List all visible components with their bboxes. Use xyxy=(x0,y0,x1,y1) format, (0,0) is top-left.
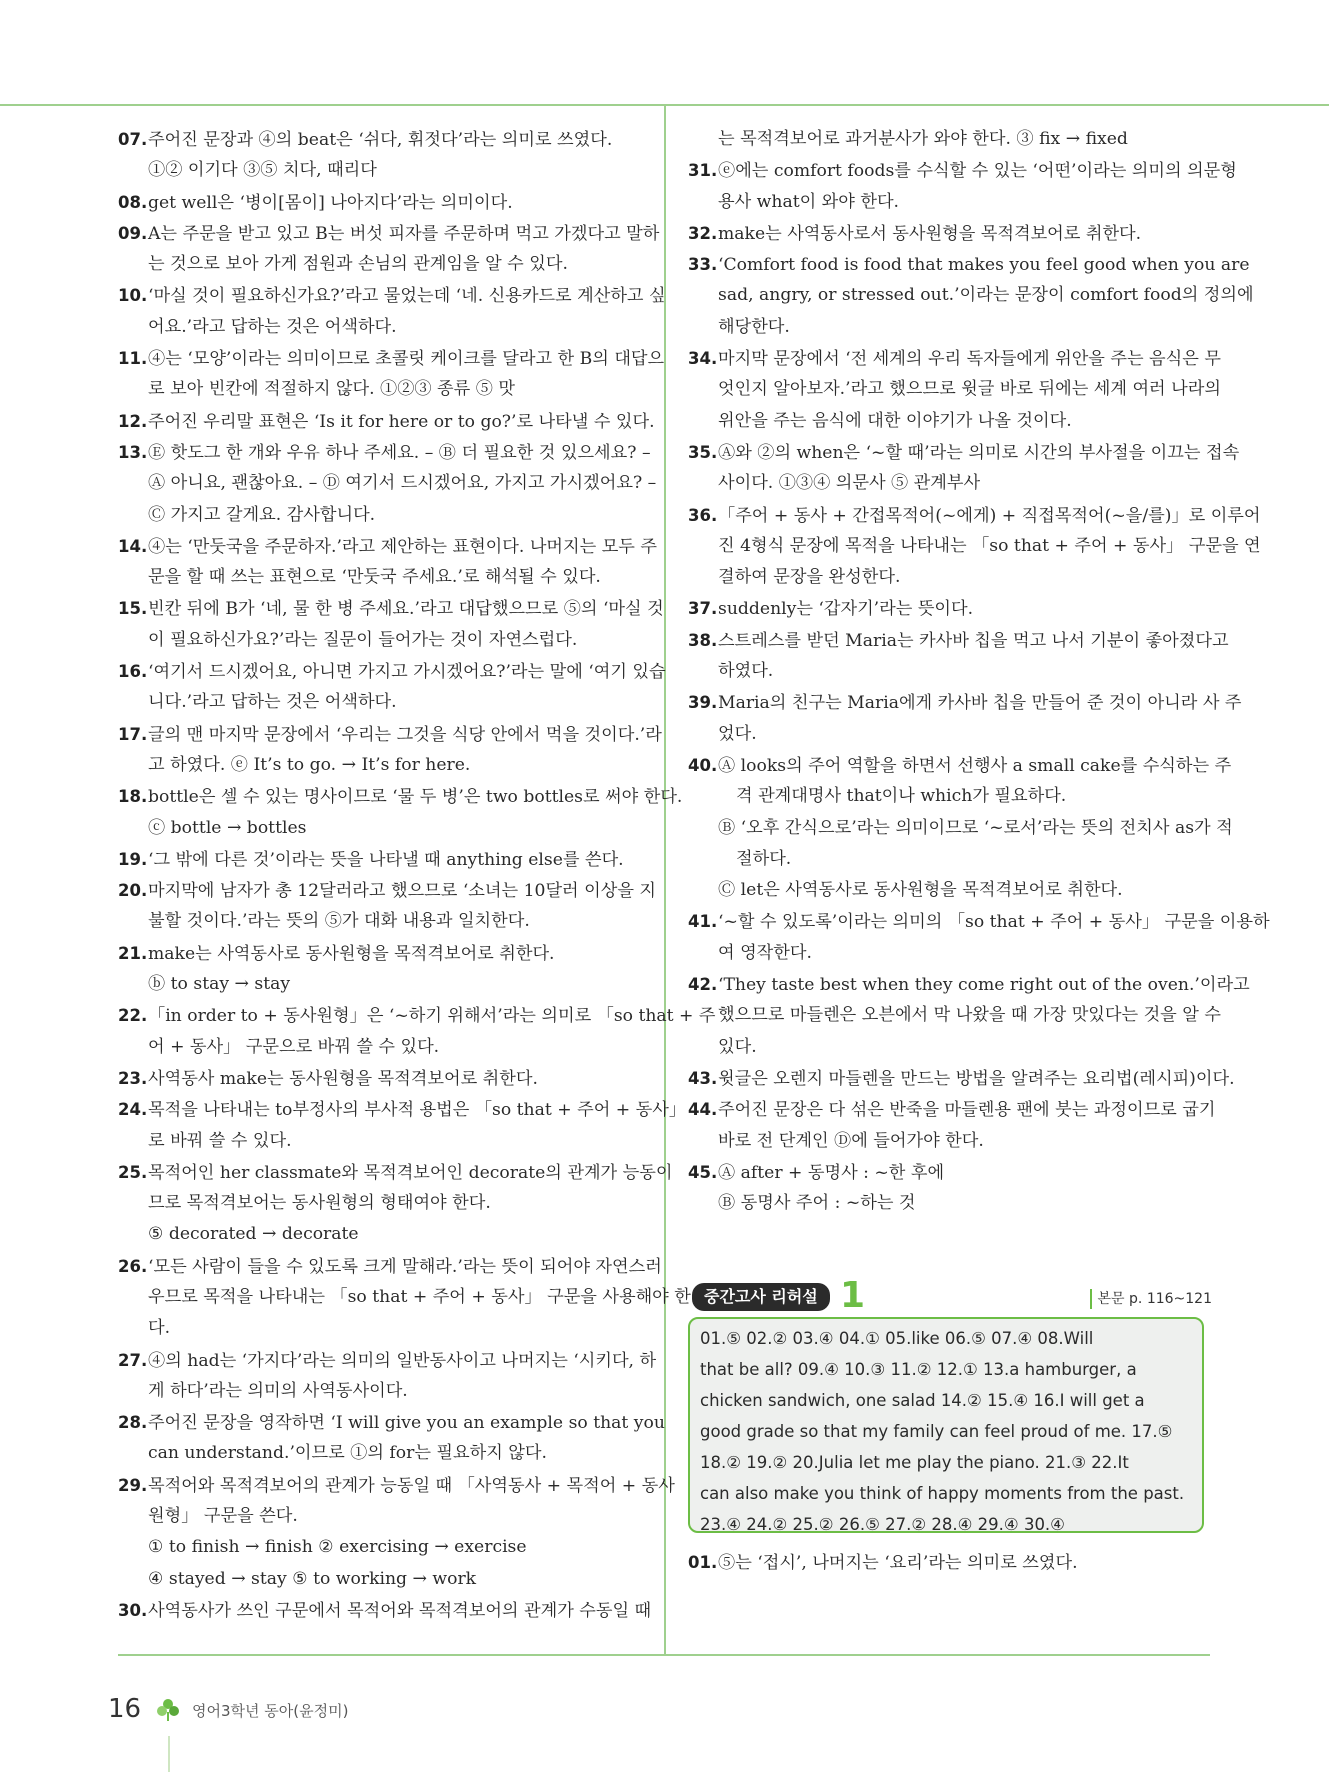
answer-item xyxy=(118,1345,657,1376)
answer-text: ⑤는 ‘접시’, 나머지는 ‘요리’라는 의미로 쓰였다. xyxy=(718,1553,1078,1574)
answer-number: 30. xyxy=(118,1600,148,1620)
answer-text: 했으므로 마들렌은 오븐에서 막 나왔을 때 가장 맛있다는 것을 알 수 xyxy=(718,1005,1221,1026)
answer-text: Ⓐ와 ②의 when은 ‘~할 때’라는 의미로 시간의 부사절을 이끄는 접속 xyxy=(718,442,1240,463)
answer-text: 는 목적격보어로 과거분사가 와야 한다. ③ fix → fixed xyxy=(718,129,1128,149)
answer-text: Ⓐ after + 동명사 : ~한 후에 xyxy=(718,1162,945,1183)
answer-continuation xyxy=(118,1126,642,1157)
answer-key-line: can also make you think of happy moments from the past. xyxy=(700,1484,1185,1504)
answer-text: ⓔ에는 comfort foods를 수식할 수 있는 ‘어떤’이라는 의미의 의문형 xyxy=(718,161,1237,182)
answer-text: 니다.’라고 답하는 것은 어색하다. xyxy=(148,692,397,713)
answer-text: 위안을 주는 음식에 대한 이야기가 나올 것이다. xyxy=(718,410,1072,431)
answer-text: 진 4형식 문장에 목적을 나타내는 「so that + 주어 + 동사」 구문을 연 xyxy=(718,535,1261,556)
answer-item xyxy=(118,343,665,374)
answer-item xyxy=(118,406,655,437)
answer-text: ‘They taste best when they come right out of the oven.’이라고 xyxy=(718,975,1250,996)
answer-continuation xyxy=(688,1188,1210,1219)
answer-text: 게 하다’라는 의미의 사역동사이다. xyxy=(148,1380,408,1401)
answer-continuation xyxy=(118,312,642,343)
answer-number: 13. xyxy=(118,442,148,462)
answer-item xyxy=(118,531,657,562)
answer-item xyxy=(118,187,642,218)
answer-item xyxy=(688,906,1270,937)
answer-continuation xyxy=(118,249,642,280)
answer-continuation xyxy=(688,124,1210,155)
answer-text: 마지막에 남자가 총 12달러라고 했으므로 ‘소녀는 10달러 이상을 지 xyxy=(148,881,656,902)
answer-item xyxy=(118,437,651,468)
clover-icon xyxy=(156,1698,180,1722)
answer-key-line: that be all? 09.④ 10.③ 11.② 12.① 13.a hamburger, a xyxy=(700,1360,1137,1380)
answer-item xyxy=(688,155,1237,186)
answer-text: 스트레스를 받던 Maria는 카사바 칩을 먹고 나서 기분이 좋아졌다고 xyxy=(718,630,1229,651)
answer-continuation xyxy=(688,562,1210,593)
bottom-rule xyxy=(118,1654,1210,1656)
answer-item xyxy=(688,593,1210,624)
answer-item xyxy=(688,249,1250,280)
answer-item xyxy=(688,625,1229,656)
answer-text: 윗글은 오렌지 마들렌을 만드는 방법을 알려주는 요리법(레시피)이다. xyxy=(718,1068,1235,1089)
rehearsal-number: 1 xyxy=(840,1275,866,1317)
answer-item xyxy=(118,1000,716,1031)
answer-text: 원형」 구문을 쓴다. xyxy=(148,1506,298,1527)
answer-number: 20. xyxy=(118,881,148,901)
answer-continuation xyxy=(688,844,1210,875)
answer-text: 주어진 문장은 다 섞은 반죽을 마들렌용 팬에 붓는 과정이므로 굽기 xyxy=(718,1100,1216,1121)
answer-key-line: chicken sandwich, one salad 14.② 15.④ 16.I will get a xyxy=(700,1391,1145,1411)
answer-continuation xyxy=(118,1282,691,1313)
answer-text: suddenly는 ‘갑자기’라는 뜻이다. xyxy=(718,599,974,620)
answer-item xyxy=(688,687,1242,718)
rehearsal-title: 중간고사 리허설 xyxy=(692,1283,830,1311)
answer-number: 27. xyxy=(118,1350,148,1370)
answer-text: 목적어와 목적격보어의 관계가 능동일 때 「사역동사 + 목적어 + 동사 xyxy=(148,1475,675,1496)
answer-text: Ⓑ 동명사 주어 : ~하는 것 xyxy=(718,1193,916,1214)
answer-text: 바로 전 단계인 Ⓓ에 들어가야 한다. xyxy=(718,1130,984,1151)
answer-text: Ⓒ 가지고 갈게요. 감사합니다. xyxy=(148,504,376,525)
page-reference: 본문 p. 116~121 xyxy=(1090,1289,1212,1309)
answer-text: 마지막 문장에서 ‘전 세계의 우리 독자들에게 위안을 주는 음식은 무 xyxy=(718,349,1221,370)
answer-key-line: 23.④ 24.② 25.② 26.⑤ 27.② 28.④ 29.④ 30.④ xyxy=(700,1515,1065,1535)
answer-text: ‘Comfort food is food that makes you feel good when you are xyxy=(718,255,1250,276)
answer-text: 어 + 동사」 구문으로 바꿔 쓸 수 있다. xyxy=(148,1036,440,1057)
answer-continuation xyxy=(118,1313,642,1344)
answer-item xyxy=(118,1251,662,1282)
answer-item xyxy=(118,1063,642,1094)
answer-number: 12. xyxy=(118,411,148,431)
answer-number: 17. xyxy=(118,724,148,744)
answer-text: 주어진 문장과 ④의 beat은 ‘쉬다, 휘젓다’라는 의미로 쓰였다. xyxy=(148,130,613,150)
answer-item xyxy=(118,656,666,687)
answer-continuation xyxy=(118,625,642,656)
answer-item xyxy=(118,875,656,906)
answer-text: 빈칸 뒤에 B가 ‘네, 물 한 병 주세요.’라고 대답했으므로 ⑤의 ‘마실 것 xyxy=(148,599,664,620)
answer-number: 45. xyxy=(688,1162,718,1182)
answer-number: 18. xyxy=(118,787,148,807)
answer-item xyxy=(688,437,1240,468)
answer-text: 있다. xyxy=(718,1036,757,1057)
answer-text: 해당한다. xyxy=(718,316,790,337)
answer-text: 고 하였다. ⓔ It’s to go. → It’s for here. xyxy=(148,754,471,775)
answer-item xyxy=(118,844,642,875)
answer-number: 11. xyxy=(118,349,148,369)
answer-continuation xyxy=(688,280,1254,311)
answer-text: ④의 had는 ‘가지다’라는 의미의 일반동사이고 나머지는 ‘시키다, 하 xyxy=(148,1350,657,1371)
answer-key-line: 01.⑤ 02.② 03.④ 04.① 05.like 06.⑤ 07.④ 08.Will xyxy=(700,1329,1094,1349)
answer-text: get well은 ‘병이[몸이] 나아지다’라는 의미이다. xyxy=(148,192,513,213)
answer-continuation xyxy=(688,719,1210,750)
answer-key-box xyxy=(688,1317,1204,1533)
right-answer-lines xyxy=(688,124,1270,1219)
answer-number: 35. xyxy=(688,442,718,462)
answer-continuation xyxy=(118,562,642,593)
answer-text: ④는 ‘모양’이라는 의미이므로 초콜릿 케이크를 달라고 한 B의 대답으 xyxy=(148,349,665,370)
answer-text: ⓑ to stay → stay xyxy=(148,974,291,995)
answer-number: 44. xyxy=(688,1100,718,1120)
answer-text: Ⓒ let은 사역동사로 동사원형을 목적격보어로 취한다. xyxy=(718,880,1123,901)
answer-text: 문을 할 때 쓰는 표현으로 ‘만둣국 주세요.’로 해석될 수 있다. xyxy=(148,567,601,588)
answer-number: 33. xyxy=(688,255,718,275)
answer-text: Ⓑ ‘오후 간식으로’라는 의미이므로 ‘~로서’라는 뜻의 전치사 as가 적 xyxy=(718,817,1233,838)
answer-item xyxy=(118,938,642,969)
answer-number: 36. xyxy=(688,505,718,525)
answer-key-line: 18.② 19.② 20.Julia let me play the piano. 21.③ 22.It xyxy=(700,1453,1129,1473)
spacer xyxy=(688,1219,1210,1281)
answer-text: ⓒ bottle → bottles xyxy=(148,817,307,838)
answer-item xyxy=(118,280,666,311)
answer-number: 41. xyxy=(688,912,718,932)
answer-number: 31. xyxy=(688,161,718,181)
rehearsal-header xyxy=(692,1275,1212,1317)
answer-number: 40. xyxy=(688,755,718,775)
answer-text: ①② 이기다 ③⑤ 치다, 때리다 xyxy=(148,160,377,181)
answer-number: 32. xyxy=(688,223,718,243)
answer-text: 므로 목적격보어는 동사원형의 형태여야 한다. xyxy=(148,1193,491,1214)
answer-continuation xyxy=(688,1032,1210,1063)
answer-text: 었다. xyxy=(718,723,757,744)
answer-continuation xyxy=(118,374,642,405)
answer-text: 목적을 나타내는 to부정사의 부사적 용법은 「so that + 주어 + 동사」 xyxy=(148,1100,687,1121)
answer-number: 21. xyxy=(118,943,148,963)
answer-text: 사역동사 make는 동사원형을 목적격보어로 취한다. xyxy=(148,1068,538,1089)
answer-number: 43. xyxy=(688,1068,718,1088)
answer-continuation xyxy=(688,1126,1210,1157)
answer-item xyxy=(118,1470,675,1501)
answer-text: ‘~할 수 있도록’이라는 의미의 「so that + 주어 + 동사」 구문을 이용하 xyxy=(718,912,1270,933)
answer-continuation xyxy=(118,1219,642,1250)
answer-item xyxy=(688,1063,1235,1094)
answer-continuation xyxy=(118,687,642,718)
answer-text: 절하다. xyxy=(736,848,792,869)
answer-text: 주어진 문장을 영작하면 ‘I will give you an example so that you xyxy=(148,1413,665,1434)
answer-number: 01. xyxy=(688,1553,718,1573)
answer-number: 28. xyxy=(118,1413,148,1433)
answer-number: 07. xyxy=(118,130,148,149)
answer-continuation xyxy=(688,374,1221,405)
answer-continuation xyxy=(118,1532,642,1563)
answer-number: 26. xyxy=(118,1256,148,1276)
answer-number: 09. xyxy=(118,223,148,243)
answer-text: Ⓐ looks의 주어 역할을 하면서 선행사 a small cake를 수식하는 주 xyxy=(718,755,1232,776)
answer-item xyxy=(118,1407,665,1438)
answer-number: 08. xyxy=(118,192,148,212)
answer-continuation xyxy=(688,781,1210,812)
answer-continuation xyxy=(688,1000,1221,1031)
answer-number: 29. xyxy=(118,1475,148,1495)
answer-continuation xyxy=(118,468,657,499)
answer-item xyxy=(118,593,664,624)
answer-number: 14. xyxy=(118,536,148,556)
answer-item xyxy=(688,1157,1210,1188)
answer-text: 여 영작한다. xyxy=(718,942,812,963)
page-number: 16 xyxy=(108,1694,142,1724)
answer-item xyxy=(118,1094,687,1125)
answer-text: A는 주문을 받고 있고 B는 버섯 피자를 주문하며 먹고 가겠다고 말하 xyxy=(148,223,660,244)
answer-number: 16. xyxy=(118,662,148,682)
answer-continuation xyxy=(118,813,642,844)
answer-continuation xyxy=(688,875,1210,906)
answer-text: ④ stayed → stay ⑤ to working → work xyxy=(148,1568,477,1589)
answer-text: Ⓐ 아니요, 괜찮아요. – Ⓓ 여기서 드시겠어요, 가지고 가시겠어요? – xyxy=(148,473,657,494)
answer-number: 22. xyxy=(118,1006,148,1026)
answer-number: 23. xyxy=(118,1068,148,1088)
answer-text: 용사 what이 와야 한다. xyxy=(718,191,900,212)
answer-number: 37. xyxy=(688,599,718,619)
answer-key-line: good grade so that my family can feel proud of me. 17.⑤ xyxy=(700,1422,1173,1442)
answer-text: 하였다. xyxy=(718,661,774,682)
answer-continuation xyxy=(688,531,1261,562)
answer-text: 글의 맨 마지막 문장에서 ‘우리는 그것을 식당 안에서 먹을 것이다.’라 xyxy=(148,724,662,745)
answer-number: 15. xyxy=(118,599,148,619)
answer-item xyxy=(118,218,660,249)
answer-text: 다. xyxy=(148,1318,171,1339)
answer-item xyxy=(688,500,1261,531)
answer-item xyxy=(118,719,662,750)
answer-continuation xyxy=(688,656,1210,687)
answer-item xyxy=(688,1547,1210,1578)
answer-text: 격 관계대명사 that이나 which가 필요하다. xyxy=(736,786,1067,807)
answer-number: 39. xyxy=(688,693,718,713)
answer-continuation xyxy=(118,1032,642,1063)
answer-number: 38. xyxy=(688,630,718,650)
answer-text: ‘마실 것이 필요하신가요?’라고 물었는데 ‘네. 신용카드로 계산하고 싶 xyxy=(148,286,666,307)
answer-number: 10. xyxy=(118,286,148,306)
answer-text: bottle은 셀 수 있는 명사이므로 ‘물 두 병’은 two bottles로 써야 한다. xyxy=(148,787,683,808)
answer-continuation xyxy=(688,938,1210,969)
answer-text: 불할 것이다.’라는 뜻의 ⑤가 대화 내용과 일치한다. xyxy=(148,911,530,932)
answer-item xyxy=(688,343,1221,374)
answer-text: 결하여 문장을 완성한다. xyxy=(718,567,901,588)
answer-continuation xyxy=(118,1438,642,1469)
book-title: 영어3학년 동아(윤정미) xyxy=(192,1702,349,1720)
answer-text: 사이다. ①③④ 의문사 ⑤ 관계부사 xyxy=(718,473,981,494)
answer-text: 「주어 + 동사 + 간접목적어(~에게) + 직접목적어(~을/를)」로 이루어 xyxy=(718,505,1261,526)
answer-text: ④는 ‘만둣국을 주문하자.’라고 제안하는 표현이다. 나머지는 모두 주 xyxy=(148,536,657,557)
answer-number: 24. xyxy=(118,1100,148,1120)
answer-text: 엇인지 알아보자.’라고 했으므로 윗글 바로 뒤에는 세계 여러 나라의 xyxy=(718,379,1221,400)
answer-text: 는 것으로 보아 가게 점원과 손님의 관계임을 알 수 있다. xyxy=(148,254,568,275)
answer-text: ⑤ decorated → decorate xyxy=(148,1224,359,1245)
answer-continuation xyxy=(118,906,642,937)
answer-text: 목적어인 her classmate와 목적격보어인 decorate의 관계가 능동이 xyxy=(148,1162,673,1183)
answer-continuation xyxy=(118,1376,642,1407)
answer-text: 로 바꿔 쓸 수 있다. xyxy=(148,1130,292,1151)
answer-item xyxy=(118,781,683,812)
decorative-stem xyxy=(168,1736,170,1772)
answer-text: 이 필요하신가요?’라는 질문이 들어가는 것이 자연스럽다. xyxy=(148,629,578,650)
answer-continuation xyxy=(688,312,1210,343)
answer-text: ‘모든 사람이 들을 수 있도록 크게 말해라.’라는 뜻이 되어야 자연스러 xyxy=(148,1256,662,1277)
midterm-rehearsal-section xyxy=(688,1275,1212,1541)
answer-continuation xyxy=(118,155,642,186)
answer-text: 우므로 목적을 나타내는 「so that + 주어 + 동사」 구문을 사용해야 한 xyxy=(148,1286,691,1307)
answer-item xyxy=(688,1094,1216,1125)
answer-text: sad, angry, or stressed out.’이라는 문장이 comfort food의 정의에 xyxy=(718,285,1254,306)
answer-text: ‘그 밖에 다른 것’이라는 뜻을 나타낼 때 anything else를 쓴다. xyxy=(148,849,624,870)
answer-continuation xyxy=(688,813,1233,844)
answer-continuation xyxy=(118,1501,642,1532)
answer-number: 42. xyxy=(688,975,718,995)
answer-text: 로 보아 빈칸에 적절하지 않다. ①②③ 종류 ⑤ 맛 xyxy=(148,379,515,400)
answer-text: Maria의 친구는 Maria에게 카사바 칩을 만들어 준 것이 아니라 사 주 xyxy=(718,693,1242,714)
answer-number: 25. xyxy=(118,1162,148,1182)
answer-text: can understand.’이므로 ①의 for는 필요하지 않다. xyxy=(148,1443,547,1464)
answer-text: 어요.’라고 답하는 것은 어색하다. xyxy=(148,316,397,337)
right-answer-column xyxy=(688,124,1270,1579)
answer-text: ‘여기서 드시겠어요, 아니면 가지고 가시겠어요?’라는 말에 ‘여기 있습 xyxy=(148,662,666,683)
answer-continuation xyxy=(688,187,1210,218)
answer-text: Ⓔ 핫도그 한 개와 우유 하나 주세요. – Ⓑ 더 필요한 것 있으세요? – xyxy=(148,442,651,463)
answer-text: make는 사역동사로 동사원형을 목적격보어로 취한다. xyxy=(148,943,555,964)
answer-continuation xyxy=(688,406,1210,437)
answer-continuation xyxy=(118,750,642,781)
answer-text: 사역동사가 쓰인 구문에서 목적어와 목적격보어의 관계가 수동일 때 xyxy=(148,1600,652,1621)
answer-item xyxy=(118,1157,673,1188)
answer-text: 「in order to + 동사원형」은 ‘~하기 위해서’라는 의미로 「so that + 주 xyxy=(148,1006,716,1027)
answer-item xyxy=(688,750,1232,781)
answer-continuation xyxy=(118,1564,642,1595)
answer-text: make는 사역동사로서 동사원형을 목적격보어로 취한다. xyxy=(718,223,1142,244)
answer-text: 주어진 우리말 표현은 ‘Is it for here or to go?’로 나타낼 수 있다. xyxy=(148,411,655,432)
answer-text: ① to finish → finish ② exercising → exercise xyxy=(148,1537,527,1558)
answer-number: 19. xyxy=(118,849,148,869)
answer-item xyxy=(118,1595,652,1626)
answer-continuation xyxy=(118,969,642,1000)
answer-continuation xyxy=(118,1188,642,1219)
answer-continuation xyxy=(688,468,1210,499)
answer-item xyxy=(688,218,1210,249)
answer-item xyxy=(118,124,642,155)
answer-item xyxy=(688,969,1250,1000)
answer-number: 34. xyxy=(688,349,718,369)
answer-continuation xyxy=(118,500,642,531)
